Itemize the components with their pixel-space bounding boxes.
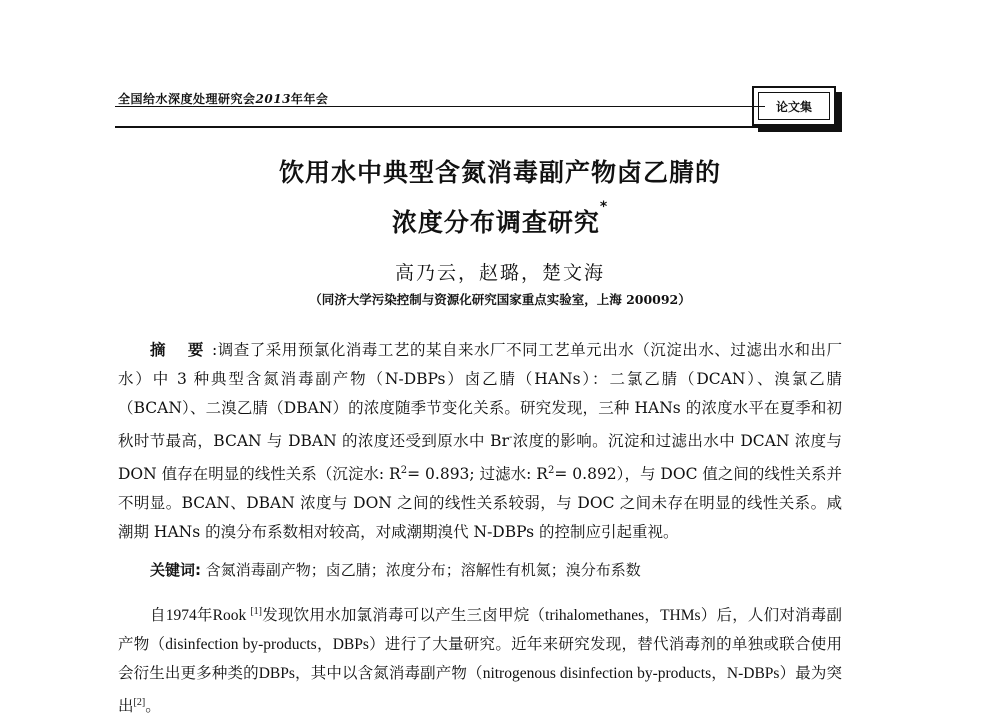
header-rule-thin — [115, 106, 765, 107]
paper-title-line1: 饮用水中典型含氮消毒副产物卤乙腈的 — [278, 158, 721, 187]
running-header — [118, 90, 328, 107]
keywords-label: 关键词: — [150, 561, 201, 579]
proceedings-badge — [752, 86, 836, 126]
abstract-text-3: = 0.893; 过滤水: R — [407, 465, 548, 484]
intro-ref-2: [2] — [133, 697, 146, 709]
abstract — [118, 335, 842, 547]
intro-text-3: 。 — [145, 698, 161, 716]
abstract-label: 摘 要 — [150, 340, 212, 359]
affiliation: （同济大学污染控制与资源化研究国家重点实验室，上海 200092） — [309, 292, 691, 307]
abstract-sup-2: 2 — [400, 465, 408, 477]
abstract-text-1: :调查了采用预氯化消毒工艺的某自来水厂不同工艺单元出水（沉淀出水、过滤出水和出厂水）中 3 种典型含氮消毒副产物（N-DBPs）卤乙腈（HANs）：二氯乙腈（DCAN）、溴氯乙腈（BCAN）、二溴乙腈（DBAN）的浓度随季节变化关系。研究发现，三种 HANs 的浓度水平在夏季和初秋时节最高，BCAN 与 DBAN 的浓度还受到原水中 Br — [118, 341, 842, 451]
keywords-text: 含氮消毒副产物；卤乙腈；浓度分布；溶解性有机氮；溴分布系数 — [205, 561, 641, 579]
conference-name: 全国给水深度处理研究会 — [118, 92, 256, 106]
title-line2-text: 浓度分布调查研究 — [391, 208, 600, 237]
paper-title-line2 — [0, 199, 1000, 239]
title-footnote-marker: * — [599, 199, 609, 215]
conference-year: 2013 — [255, 92, 291, 106]
authors: 高乃云，赵璐，楚文海 — [394, 262, 605, 284]
abstract-text-4: = 0.892），与 DOC 值之间的线性关系并不明显。BCAN、DBAN 浓度与 DON 之间的线性关系较弱，与 DOC 之间未存在明显的线性关系。咸潮期 HANs 的溴分布系数相对较高，对咸潮期溴代 N-DBPs 的控制应引起重视。 — [118, 465, 843, 542]
intro-text-2: 发现饮用水加氯消毒可以产生三卤甲烷（trihalomethanes，THMs）后，人们对消毒副产物（disinfection by-products，DBPs）进行了大量研究。近年来研究发现，替代消毒剂的单独或联合使用会衍生出更多种类的DBPs，其中以含氮消毒副产物（nitrogenous disinfection by-products，N-DBPs）最为突出 — [118, 607, 842, 716]
conference-suffix: 年年会 — [290, 92, 329, 106]
header-rule-thick — [115, 126, 765, 128]
abstract-sup-3: 2 — [547, 465, 555, 477]
keywords — [150, 559, 840, 581]
badge-label: 论文集 — [758, 92, 830, 120]
intro-paragraph — [118, 597, 842, 721]
intro-text-1: 自1974年Rook — [150, 607, 251, 625]
intro-ref-1: [1] — [250, 606, 263, 617]
abstract-text-2: 浓度的影响。沉淀和过滤出水中 DCAN 浓度与 DON 值存在明显的线性关系（沉淀水: R — [118, 432, 842, 484]
abstract-sup-1: - — [508, 432, 513, 443]
badge-shadow-bottom — [758, 126, 842, 132]
